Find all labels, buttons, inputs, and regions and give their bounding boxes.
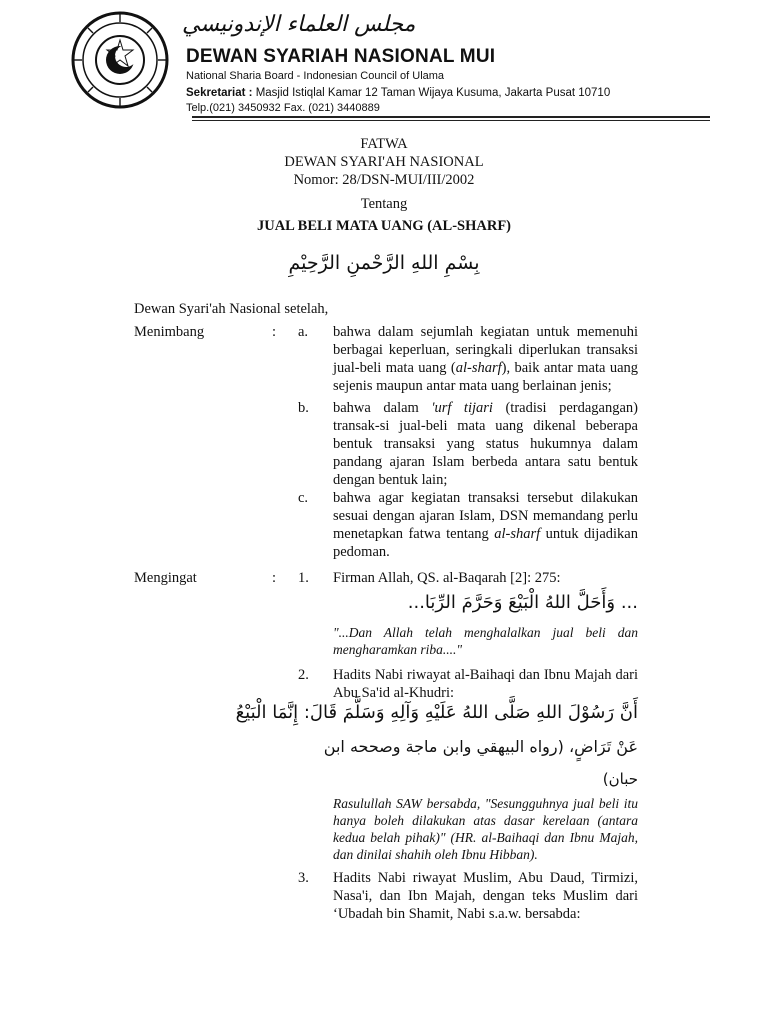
organization-subtitle: National Sharia Board - Indonesian Council of Ulama (186, 70, 445, 82)
organization-name: DEWAN SYARIAH NASIONAL MUI (186, 46, 496, 67)
letterhead (70, 10, 710, 120)
mengingat-item-3: Hadits Nabi riwayat Muslim, Abu Daud, Tirmizi, Nasa'i, dan Ibn Majah, dengan teks Muslim dari ‘Ubadah bin Shamit, Nabi s.a.w. bersabda: (333, 870, 638, 922)
hadith-2-translation: Rasulullah SAW bersabda, "Sesungguhnya jual beli itu hanya boleh dilakukan atas dasar kerelaan (antara kedua belah pihak)" (HR. al-Baihaqi dan Ibnu Majah, dan dinilai shahih oleh Ibnu Hibban). (333, 796, 638, 862)
hadith-2-arabic-line-2: عَنْ تَرَاضٍ، (رواه البيهقي وابن ماجة وصححه ابن (323, 737, 638, 756)
secretariat-address-line (186, 87, 610, 99)
menimbang-item-b: bahwa dalam 'urf tijari (tradisi perdagangan) transak-si jual-beli mata uang dikenal beberapa bentuk transaksi yang status hukumnya dalam pandang ajaran Islam berbeda antara satu bentuk dengan bentuk lain; (333, 400, 638, 488)
header-rule-thick (192, 116, 710, 118)
hadith-2-arabic-line-3: حبان) (602, 770, 638, 788)
header-rule-thin (192, 120, 710, 121)
mengingat-label: Mengingat (134, 570, 197, 586)
menimbang-colon: : (272, 324, 277, 340)
menimbang-item-a-number: a. (298, 324, 309, 340)
bismillah: بِسْمِ اللهِ الرَّحْمنِ الرَّحِيْمِ (288, 252, 480, 274)
mengingat-colon: : (272, 570, 277, 586)
menimbang-item-c: bahwa agar kegiatan transaksi tersebut dilakukan sesuai dengan ajaran Islam, DSN memandang perlu menetapkan fatwa tentang al-sharf untuk dijadikan pedoman. (333, 490, 638, 560)
fatwa-number: Nomor: 28/DSN-MUI/III/2002 (293, 172, 475, 188)
mengingat-item-2: Hadits Nabi riwayat al-Baihaqi dan Ibnu Majah dari Abu Sa'id al-Khudri: (333, 667, 638, 701)
secretariat-label: Sekretariat : (186, 87, 253, 99)
menimbang-item-b-number: b. (298, 400, 309, 416)
secretariat-address: Masjid Istiqlal Kamar 12 Taman Wijaya Kusuma, Jakarta Pusat 10710 (255, 87, 611, 99)
tentang-label: Tentang (360, 196, 408, 212)
phone-fax: Telp.(021) 3450932 Fax. (021) 3440889 (186, 102, 380, 114)
doc-type: FATWA (360, 136, 408, 152)
mengingat-item-3-number: 3. (298, 870, 309, 886)
arabic-letterhead-title: مجلس العلماء الإندونيسي (182, 12, 416, 37)
menimbang-item-c-number: c. (298, 490, 309, 506)
quran-verse-translation: "...Dan Allah telah menghalalkan jual beli dan mengharamkan riba...." (333, 625, 638, 657)
menimbang-item-a: bahwa dalam sejumlah kegiatan untuk memenuhi berbagai keperluan, seringkali diperlukan transaksi jual-beli mata uang (al-sharf), baik antar mata uang sejenis maupun antar mata uang berlainan jenis; (333, 324, 639, 394)
fatwa-subject: JUAL BELI MATA UANG (AL-SHARF) (256, 218, 512, 234)
issuing-body: DEWAN SYARI'AH NASIONAL (284, 154, 484, 170)
mengingat-item-1-number: 1. (298, 570, 309, 586)
intro-line: Dewan Syari'ah Nasional setelah, (134, 301, 329, 317)
menimbang-label: Menimbang (134, 324, 205, 340)
hadith-2-arabic-line-1: أَنَّ رَسُوْلَ اللهِ صَلَّى اللهُ عَلَيْهِ وَآلِهِ وَسَلَّمَ قَالَ: إِنَّمَا الْبَيْعُ (235, 702, 638, 723)
mui-seal-logo (70, 10, 170, 110)
mengingat-item-2-number: 2. (298, 667, 309, 683)
mengingat-item-1: Firman Allah, QS. al-Baqarah [2]: 275: (333, 570, 561, 586)
quran-verse-arabic: ... وَأَحَلَّ اللهُ الْبَيْعَ وَحَرَّمَ الرِّبَا... (407, 592, 638, 613)
